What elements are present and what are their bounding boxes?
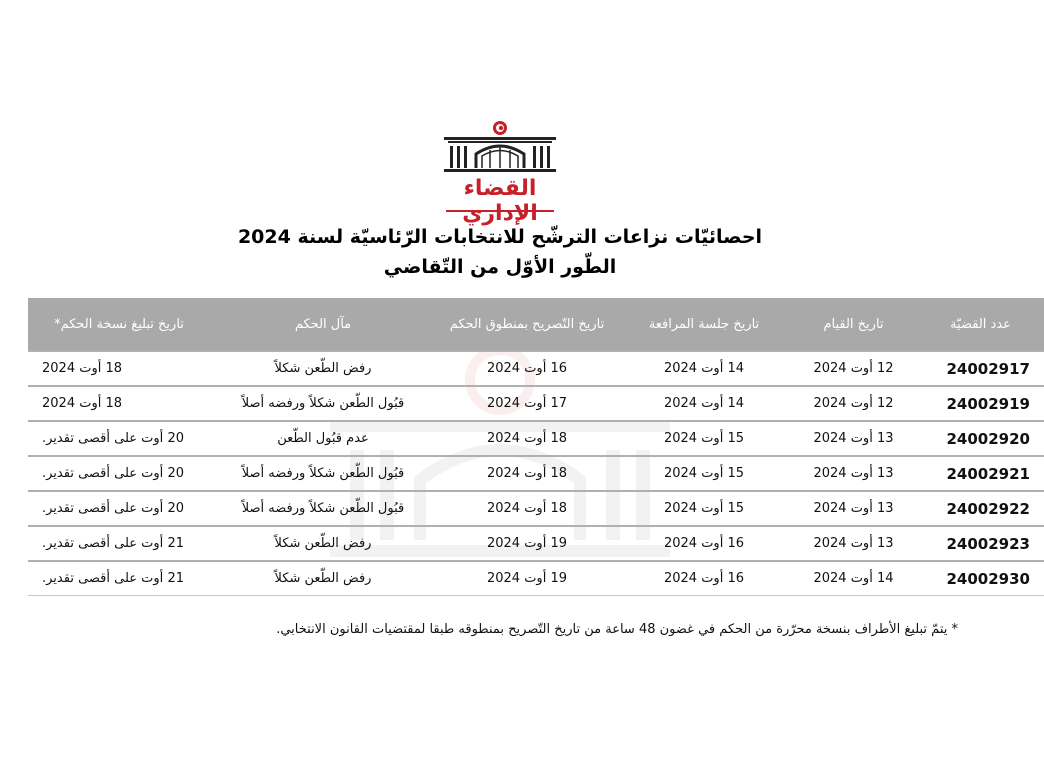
case-number: 24002922 <box>917 491 1044 526</box>
outcome: قبُول الطّعن شكلاً ورفضه أصلاً <box>210 456 436 491</box>
ruling-date: 17 أوت 2024 <box>436 386 618 421</box>
ruling-date: 18 أوت 2024 <box>436 456 618 491</box>
ruling-date: 19 أوت 2024 <box>436 526 618 561</box>
filing-date: 14 أوت 2024 <box>790 561 917 596</box>
table-row <box>28 456 1044 491</box>
col-header-notification-date: تاريخ تبليغ نسخة الحكم* <box>28 298 210 351</box>
table-row <box>28 526 1044 561</box>
hearing-date: 15 أوت 2024 <box>618 491 790 526</box>
notification-date: 20 أوت على أقصى تقدير. <box>28 456 210 491</box>
ruling-date: 18 أوت 2024 <box>436 491 618 526</box>
outcome: رفض الطّعن شكلاً <box>210 351 436 386</box>
ruling-date: 19 أوت 2024 <box>436 561 618 596</box>
hearing-date: 14 أوت 2024 <box>618 386 790 421</box>
table-header-row <box>28 298 1044 351</box>
outcome: قبُول الطّعن شكلاً ورفضه أصلاً <box>210 491 436 526</box>
hearing-date: 14 أوت 2024 <box>618 351 790 386</box>
ruling-date: 16 أوت 2024 <box>436 351 618 386</box>
notification-date: 20 أوت على أقصى تقدير. <box>28 421 210 456</box>
logo-text: القضاء الإداري <box>462 176 538 226</box>
case-number: 24002923 <box>917 526 1044 561</box>
case-number: 24002917 <box>917 351 1044 386</box>
col-header-outcome: مآل الحكم <box>210 298 436 351</box>
outcome: رفض الطّعن شكلاً <box>210 526 436 561</box>
col-header-hearing-date: تاريخ جلسة المرافعة <box>618 298 790 351</box>
notification-date: 21 أوت على أقصى تقدير. <box>28 526 210 561</box>
case-number: 24002919 <box>917 386 1044 421</box>
notification-date: 20 أوت على أقصى تقدير. <box>28 491 210 526</box>
ruling-date: 18 أوت 2024 <box>436 421 618 456</box>
filing-date: 13 أوت 2024 <box>790 526 917 561</box>
page-title: احصائيّات نزاعات الترشّح للانتخابات الرّئاسيّة لسنة 2024 <box>237 226 763 248</box>
page-subtitle: الطّور الأوّل من التّقاضي <box>383 256 617 278</box>
table-row <box>28 421 1044 456</box>
filing-date: 13 أوت 2024 <box>790 421 917 456</box>
outcome: قبُول الطّعن شكلاً ورفضه أصلاً <box>210 386 436 421</box>
notification-date: 18 أوت 2024 <box>28 351 210 386</box>
filing-date: 12 أوت 2024 <box>790 386 917 421</box>
outcome: عدم قبُول الطّعن <box>210 421 436 456</box>
filing-date: 12 أوت 2024 <box>790 351 917 386</box>
hearing-date: 15 أوت 2024 <box>618 421 790 456</box>
hearing-date: 16 أوت 2024 <box>618 561 790 596</box>
col-header-ruling-date: تاريخ التّصريح بمنطوق الحكم <box>436 298 618 351</box>
col-header-filing-date: تاريخ القيام <box>790 298 917 351</box>
col-header-case-number: عدد القضيّة <box>917 298 1044 351</box>
notification-date: 21 أوت على أقصى تقدير. <box>28 561 210 596</box>
case-number: 24002930 <box>917 561 1044 596</box>
table-row <box>28 351 1044 386</box>
filing-date: 13 أوت 2024 <box>790 456 917 491</box>
notification-date: 18 أوت 2024 <box>28 386 210 421</box>
table-row <box>28 386 1044 421</box>
filing-date: 13 أوت 2024 <box>790 491 917 526</box>
case-number: 24002920 <box>917 421 1044 456</box>
cases-table-container <box>28 298 1030 596</box>
case-number: 24002921 <box>917 456 1044 491</box>
cases-table <box>28 298 1044 596</box>
footnote: * يتمّ تبليغ الأطراف بنسخة محرّرة من الحكم في غضون 48 ساعة من تاريخ التّصريح بمنطوقه طبقا لمقتضيات القانون الانتخابي. <box>276 622 958 637</box>
outcome: رفض الطّعن شكلاً <box>210 561 436 596</box>
table-row <box>28 491 1044 526</box>
hearing-date: 16 أوت 2024 <box>618 526 790 561</box>
table-row <box>28 561 1044 596</box>
hearing-date: 15 أوت 2024 <box>618 456 790 491</box>
